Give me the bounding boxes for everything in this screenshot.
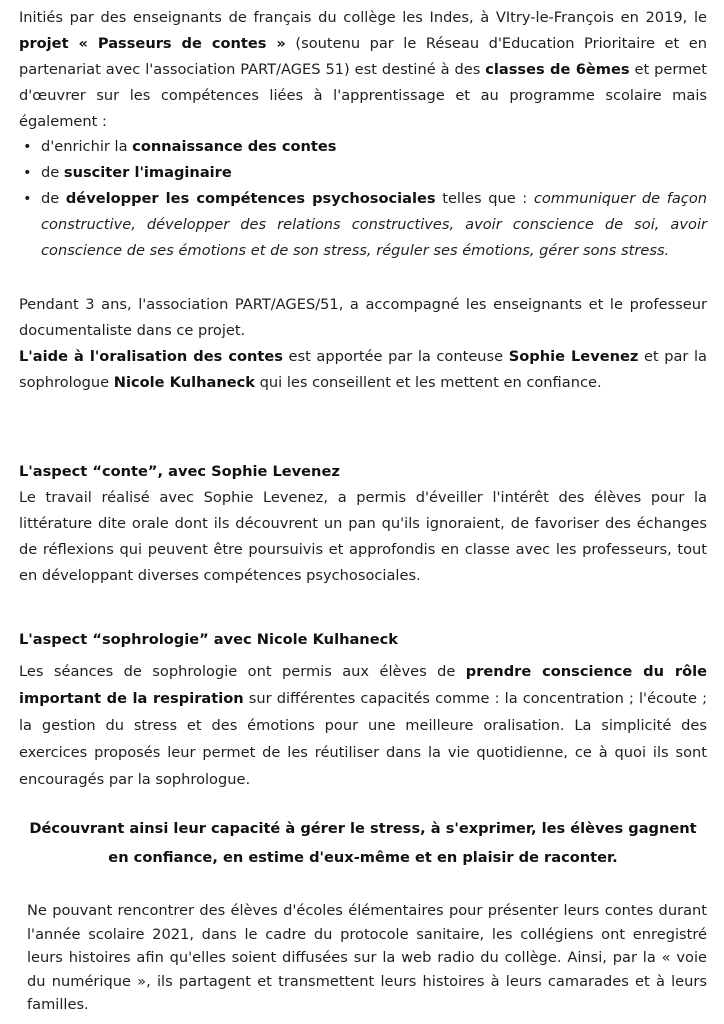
support-bold-1: L'aide à l'oralisation des contes [19, 348, 283, 365]
conte-paragraph: Le travail réalisé avec Sophie Levenez, a permis d'éveiller l'intérêt des élèves pour la littérature dite orale dont ils découvrent un pan qu'ils ignoraient, de favoriser des échanges de réflexions qui peuvent être poursuivis et approfondis en classe avec les professeurs, tout en développant diverses compétences psychosociales. [19, 489, 707, 584]
support-text-2: est apportée par la conteuse [282, 348, 509, 365]
item-bold: connaissance des contes [132, 138, 337, 155]
item-text-after: telles que : [435, 190, 534, 207]
sophrologist-name: Nicole Kulhaneck [113, 374, 255, 391]
conte-heading: L'aspect “conte”, avec Sophie Levenez [19, 463, 340, 480]
list-item [19, 134, 707, 160]
list-item [19, 160, 707, 186]
target-classes: classes de 6èmes [485, 61, 630, 78]
item-text: de [41, 164, 64, 181]
support-paragraph-1 [19, 292, 707, 344]
item-bold: susciter l'imaginaire [63, 164, 232, 181]
conclusion-statement: Découvrant ainsi leur capacité à gérer le stress, à s'exprimer, les élèves gagnent en confiance, en estime d'eux-même et en plaisir de raconter. [29, 820, 697, 866]
item-italic: communiquer de façon constructive, développer des relations constructives, avoir conscience de soi, avoir conscience de ses émotions et de son stress, réguler ses émotions, gérer sons stress. [41, 190, 708, 259]
list-item [19, 186, 707, 264]
intro-text-2: (soutenu par le Réseau d'Education Prioritaire et en partenariat avec l'association PART/AGES 51) est destiné à des [19, 35, 707, 78]
support-text-4: qui les conseillent et les mettent en confiance. [254, 374, 602, 391]
objectives-list [19, 134, 707, 264]
intro-text-3: et permet d'œuvrer sur les compétences liées à l'apprentissage et au programme scolaire mais également : [19, 61, 707, 130]
sophro-text-1: Les séances de sophrologie ont permis aux élèves de [19, 663, 466, 680]
sophro-heading: L'aspect “sophrologie” avec Nicole Kulhaneck [19, 631, 398, 648]
intro-paragraph [19, 5, 707, 135]
item-text: d'enrichir la [41, 138, 133, 155]
sophro-text-2: sur différentes capacités comme : la concentration ; l'écoute ; la gestion du stress et des émotions pour une meilleure oralisation. La simplicité des exercices proposés leur permet de les réutiliser dans la vie quotidienne, ce à quoi ils sont encouragés par la sophrologue. [19, 690, 707, 788]
sophro-paragraph [19, 658, 707, 793]
support-text-3: et par la sophrologue [19, 348, 707, 391]
storyteller-name: Sophie Levenez [508, 348, 639, 365]
sophro-bold: prendre conscience du rôle important de la respiration [19, 663, 707, 707]
item-bold: développer les compétences psychosociales [65, 190, 436, 207]
support-text: Pendant 3 ans, l'association PART/AGES/51, a accompagné les enseignants et le professeur documentaliste dans ce projet. [19, 296, 707, 339]
closing-paragraph: Ne pouvant rencontrer des élèves d'écoles élémentaires pour présenter leurs contes durant l'année scolaire 2021, dans le cadre du protocole sanitaire, les collégiens ont enregistré leurs histoires afin qu'elles soient diffusées sur la web radio du collège. Ainsi, par la « voie du numérique », ils partagent et transmettent leurs histoires à leurs camarades et à leurs familles. [27, 902, 707, 1013]
support-paragraph-2 [19, 344, 707, 396]
intro-text-1: Initiés par des enseignants de français du collège les Indes, à VItry-le-François en 2019, le [19, 9, 707, 26]
project-name: projet « Passeurs de contes » [19, 35, 286, 52]
item-text: de [41, 190, 66, 207]
